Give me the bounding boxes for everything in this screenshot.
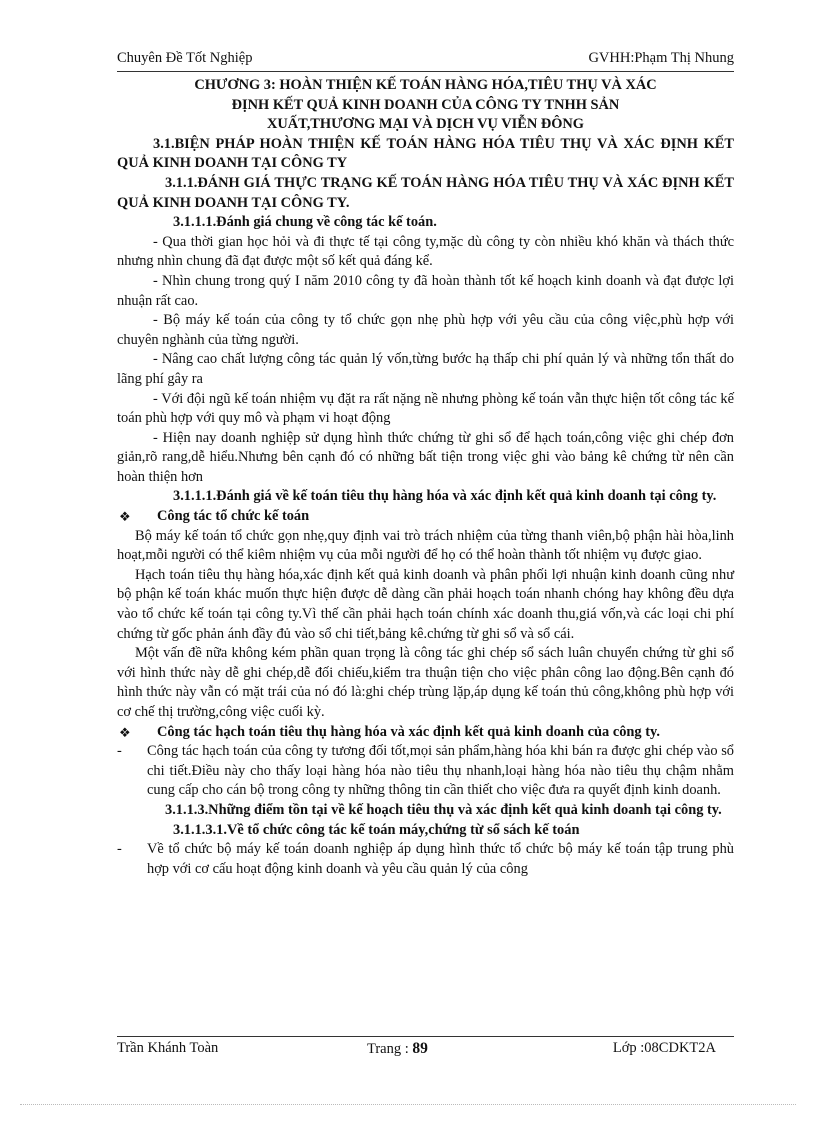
- page-content: [117, 76, 734, 879]
- section-3-1-1-3-1-heading: 3.1.1.3.1.Về tổ chức công tác kế toán máy,chứng từ sổ sách kế toán: [173, 821, 580, 838]
- org-paragraph-1: Bộ máy kế toán tổ chức gọn nhẹ,quy định vai trò trách nhiệm của từng thanh viên,bộ phận hài hòa,linh hoạt,mỗi người có thể kiêm nhiệm vụ của mỗi người để họ có thể hoàn thành tốt nhiệm vụ được giao.: [117, 527, 734, 564]
- section-3-1-1-3-heading: 3.1.1.3.Những điểm tồn tại về kế hoạch tiêu thụ và xác định kết quả kinh doanh tại công ty.: [165, 801, 722, 818]
- general-point-4: - Nâng cao chất lượng công tác quản lý vốn,từng bước hạ thấp chi phí quản lý và những tổn thất do lãng phí gây ra: [117, 351, 734, 387]
- bullet-org-title: Công tác tổ chức kế toán: [157, 508, 310, 525]
- general-point-1: - Qua thời gian học hỏi và đi thực tế tại công ty,mặc dù công ty còn nhiều khó khăn và thách thức nhưng nhìn chung đã đạt được một số kết quả đáng kể.: [117, 233, 734, 270]
- general-point-3: - Bộ máy kế toán của công ty tổ chức gọn nhẹ phù hợp với yêu cầu của công việc,phù hợp với chuyên nghành của từng người.: [117, 312, 734, 348]
- dash-marker: -: [117, 841, 122, 858]
- chapter-title-line-2: ĐỊNH KẾT QUẢ KINH DOANH CỦA CÔNG TY TNHH SẢN: [231, 96, 620, 113]
- acc-paragraph: [117, 742, 734, 801]
- header-right: GVHH:Phạm Thị Nhung: [588, 50, 734, 66]
- bullet-acc-title: Công tác hạch toán tiêu thụ hàng hóa và xác định kết quả kinh doanh của công ty.: [157, 723, 660, 740]
- section-3-1-1-1-heading: 3.1.1.1.Đánh giá chung về công tác kế toán.: [173, 214, 437, 231]
- footer-page-number: 89: [412, 1040, 428, 1057]
- diamond-bullet-icon: ❖: [119, 509, 131, 525]
- diamond-bullet-icon: ❖: [119, 724, 131, 740]
- bullet-acc-heading: [117, 723, 734, 743]
- footer-divider: [117, 1036, 734, 1037]
- bullet-org-heading: [117, 507, 734, 527]
- org-paragraph-2: Hạch toán tiêu thụ hàng hóa,xác định kết quả kinh doanh và phân phối lợi nhuận kinh doanh cũng như bộ phận kế toán khác muốn thực hiện được dễ dàng cần phải hoạch toán nhanh chóng hay không đều dựa vào tổ chức kế toán tại công ty.Vì thế cần phải hạch toán chính xác doanh thu,giá vốn,và các loại chi phí chứng từ gốc phản ánh đầy đủ vào sổ chi tiết,bảng kê.chứng từ ghi sổ và sổ cái.: [117, 566, 734, 642]
- page-header: [117, 50, 734, 70]
- general-point-5: - Với đội ngũ kế toán nhiệm vụ đặt ra rất nặng nề nhưng phòng kế toán vẫn thực hiện tốt công tác kế toán phù hợp với quy mô và phạm vi hoạt động: [117, 390, 734, 427]
- section-evaluation-heading: 3.1.1.1.Đánh giá về kế toán tiêu thụ hàng hóa và xác định kết quả kinh doanh tại công ty.: [173, 488, 717, 505]
- footer-author: Trần Khánh Toàn: [117, 1040, 219, 1056]
- dash-marker: -: [117, 743, 122, 760]
- acc-paragraph-text: Công tác hạch toán của công ty tương đối tốt,mọi sản phẩm,hàng hóa khi bán ra được ghi chép vào sổ chi tiết.Điều này cho thấy loại hàng hóa nào tiêu thụ nhanh,loại hàng hóa nào tiêu thụ chậm nhằm cung cấp cho cán bộ trong công ty những thông tin cần thiết cho việc đưa ra quyết định kinh doanh.: [147, 743, 734, 799]
- general-point-2: - Nhìn chung trong quý I năm 2010 công ty đã hoàn thành tốt kế hoạch kinh doanh và đạt được lợi nhuận rất cao.: [117, 272, 734, 309]
- org-paragraph-3: Một vấn đề nữa không kém phần quan trọng là công tác ghi chép sổ sách luân chuyển chứng từ ghi sổ với hình thức này dễ ghi chép,dễ đối chiếu,kiểm tra thuận tiện cho việc phân công lao động.Bên cạnh đó hình thức này vẫn có mặt trái của nó đó là:ghi chép trùng lặp,áp dụng kế toán thủ công,không phù hợp với cơ chế thị trường,công việc cuối kỳ.: [117, 645, 734, 720]
- general-point-6: - Hiện nay doanh nghiệp sử dụng hình thức chứng từ ghi sổ để hạch toán,công việc ghi chép đơn giản,rõ rang,dễ hiểu.Nhưng bên cạnh đó có những bất tiện trong việc ghi vào bảng kê chứng từ nên cần hoàn thiện hơn: [117, 429, 734, 485]
- footer-class: Lớp :08CDKT2A: [612, 1040, 716, 1056]
- chapter-title-line-1: CHƯƠNG 3: HOÀN THIỆN KẾ TOÁN HÀNG HÓA,TIÊU THỤ VÀ XÁC: [194, 77, 657, 93]
- section-3-1-heading: 3.1.BIỆN PHÁP HOÀN THIỆN KẾ TOÁN HÀNG HÓA TIÊU THỤ VÀ XÁC ĐỊNH KẾT QUẢ KINH DOANH TẠI CÔNG TY: [117, 135, 734, 172]
- header-divider: [117, 71, 734, 72]
- page-footer: [117, 1040, 734, 1062]
- section-3-1-1-heading: 3.1.1.ĐÁNH GIÁ THỰC TRẠNG KẾ TOÁN HÀNG HÓA TIÊU THỤ VÀ XÁC ĐỊNH KẾT QUẢ KINH DOANH TẠI CÔNG TY.: [117, 174, 734, 211]
- footer-page-label: Trang :: [367, 1041, 409, 1057]
- last-paragraph-text: Về tổ chức bộ máy kế toán doanh nghiệp áp dụng hình thức tổ chức bộ máy kế toán tập trung phù hợp với cơ cấu hoạt động kinh doanh và yêu cầu quản lý của công: [147, 841, 734, 877]
- footer-page: [367, 1040, 428, 1058]
- chapter-title-line-3: XUẤT,THƯƠNG MẠI VÀ DỊCH VỤ VIỄN ĐÔNG: [266, 116, 584, 133]
- header-left: Chuyên Đề Tốt Nghiệp: [117, 50, 253, 66]
- page-edge-dotted-line: [20, 1104, 796, 1105]
- last-paragraph: [117, 840, 734, 879]
